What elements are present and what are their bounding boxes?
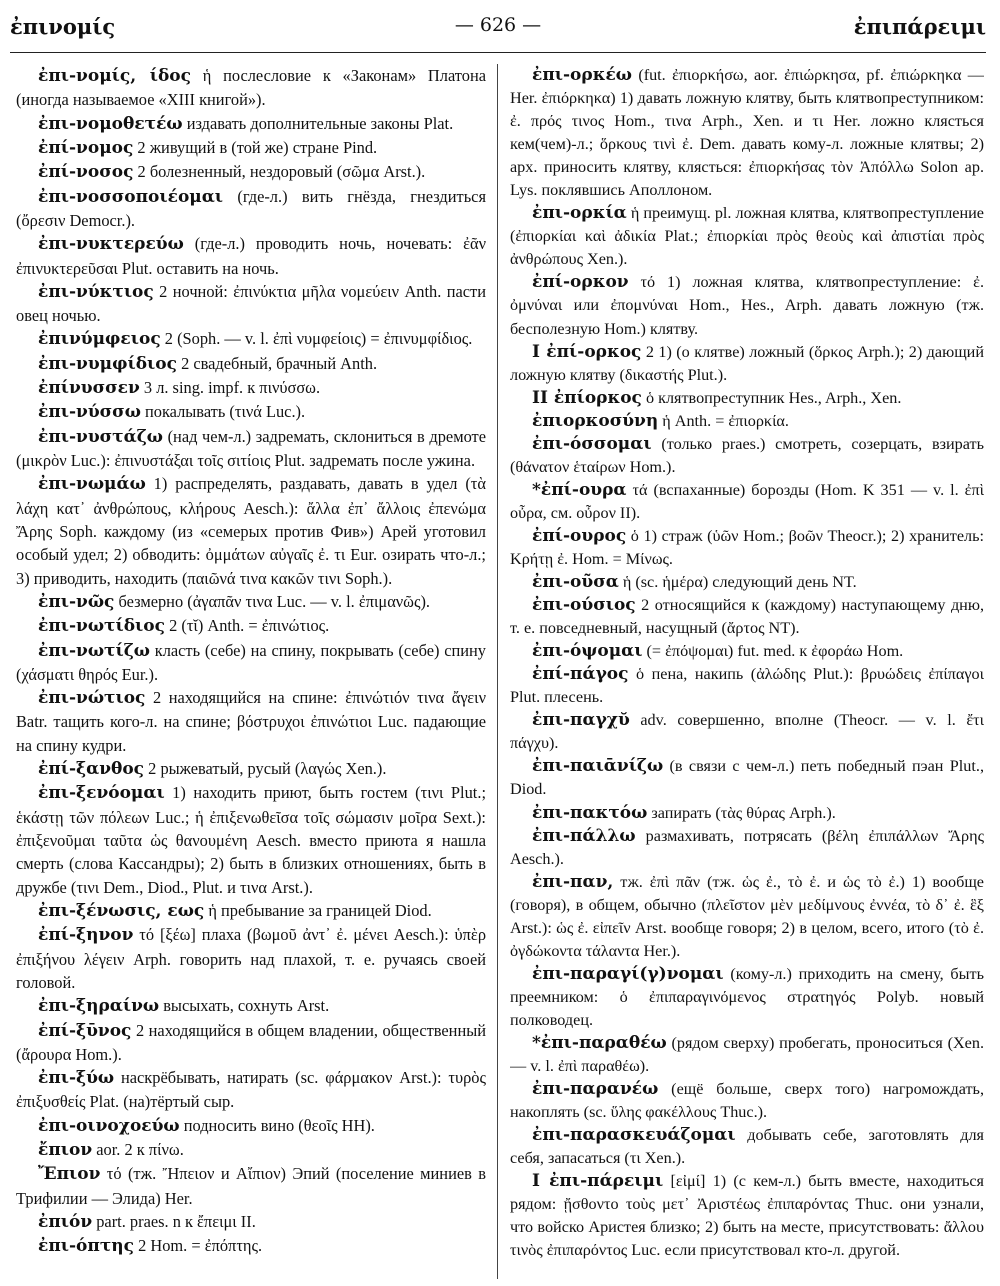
entry-definition: ἡ послесловие к «Законам» Платона (иногда называемое «XIII книгой»).: [16, 66, 486, 110]
entry-definition: 1) распределять, раздавать, давать в удел (τὰ λάχη κατ᾽ ἀνθρώπους, κλήρους Aesch.): ἄλλα ἐπ᾽ ἄλλοις ἐπενώμα Ἄρης Soph. каждому (из «семерых против Фив») Арей уготовил особый удел; 2) обводить: ὀμμάτων αὐγαῖς ἐ. τι Eur. озирать что-л.; 3) приводить, находить (παιῶνά τινα κακῶν τινι Soph.).: [16, 474, 486, 588]
header-rule: [10, 52, 986, 53]
entry-definition: ὁ клятвопреступник Hes., Arph., Xen.: [641, 388, 902, 407]
entry-definition: (над чем-л.) задремать, склониться в дремоте (μικρὸν Luc.): ἐπινυστάξαι τοῖς σιτίοις Plut. задремать после ужина.: [16, 426, 486, 470]
left-column: [16, 64, 486, 1279]
entry-headword: ἐπι-νωμάω: [38, 474, 146, 495]
dictionary-entry: [510, 1170, 984, 1262]
dictionary-entry: [510, 571, 984, 594]
entry-headword: ἐπι-νομίς, ίδος: [38, 66, 191, 86]
right-column: [510, 64, 984, 1279]
dictionary-entry: [510, 525, 984, 571]
dictionary-entry: [510, 202, 984, 271]
dictionary-entry: [16, 923, 486, 994]
dictionary-entry: [510, 271, 984, 340]
dictionary-entry: [510, 1078, 984, 1124]
entry-definition: adv. совершенно, вполне (Theocr. — v. l. ἔτι πάγχυ).: [510, 711, 984, 753]
dictionary-entry: [16, 1210, 486, 1234]
dictionary-entry: [16, 1162, 486, 1210]
dictionary-entry: [16, 781, 486, 899]
entry-definition: (рядом сверху) пробегать, проноситься (Xen. — v. l. ἐπὶ παραθέω).: [510, 1033, 984, 1076]
dictionary-entry: [510, 640, 984, 663]
entry-headword: ἐπι-πάλλω: [532, 825, 636, 846]
dictionary-entry: [16, 425, 486, 473]
header-last-word: ἐπιπάρειμι: [853, 14, 986, 39]
entry-headword: ἐπι-παν,: [532, 871, 614, 892]
entry-headword: ἐπιορκοσύνη: [532, 410, 659, 431]
entry-headword: ἐπι-πακτόω: [532, 802, 648, 823]
entry-definition: 2 (Soph. — v. l. ἐπὶ νυμφείοις) = ἐπινυμφίδιος.: [160, 329, 473, 349]
entry-headword: Ἔπιον: [38, 1164, 101, 1185]
entry-definition: (только praes.) смотреть, созерцать, взирать (θάνατον ἑταίρων Hom.).: [510, 434, 984, 476]
entry-headword: ἐπί-πάγος: [532, 664, 629, 685]
entry-definition: 3 л. sing. impf. к πινύσσω.: [139, 378, 321, 398]
entry-definition: размахивать, потрясать (βέλη ἐπιπάλλων Ἄρης Aesch.).: [510, 826, 984, 868]
page-number: — 626 —: [454, 14, 542, 36]
entry-headword: ἐπι-νώτιος: [38, 688, 146, 709]
entry-definition: 2 (τῐ) Anth. = ἐπινώτιος.: [164, 616, 330, 636]
dictionary-entry: [16, 994, 486, 1018]
dictionary-entry: [510, 410, 984, 433]
dictionary-entry: [16, 472, 486, 590]
dictionary-entry: [510, 594, 984, 640]
entry-headword: ἐπι-παραγί(γ)νομαι: [532, 963, 724, 984]
dictionary-entry: [16, 899, 486, 923]
entry-headword: ἐπί-ορκον: [532, 272, 629, 293]
entry-headword: ἐπι-νῶς: [38, 591, 115, 612]
entry-headword: ἐπι-νύκτιος: [38, 281, 154, 302]
entry-headword: ἐπι-οῦσα: [532, 572, 619, 593]
entry-headword: ἐπι-ορκία: [532, 203, 627, 224]
header-first-word: ἐπινομίς: [10, 14, 116, 39]
entry-definition: запирать (τὰς θύρας Arph.).: [647, 803, 836, 822]
dictionary-entry: [16, 376, 486, 400]
entry-definition: 2 1) (о клятве) ложный (ὅρκος Arph.); 2) дающий ложную клятву (δικαστής Plut.).: [510, 342, 984, 384]
dictionary-entry: [16, 1066, 486, 1114]
entry-definition: наскрёбывать, натирать (sc. φάρμακον Arst.): τυρὸς ἐπιξυσθείς Plat. (на)тёртый сыр.: [16, 1068, 486, 1112]
entry-definition: издавать дополнительные законы Plat.: [182, 113, 454, 133]
entry-definition: безмерно (ἀγαπᾶν τινα Luc. — v. l. ἐπιμανῶς).: [114, 591, 431, 611]
dictionary-entry: [16, 112, 486, 136]
entry-headword: ἐπι-παρασκευάζομαι: [532, 1125, 736, 1146]
entry-definition: (fut. ἐπιορκήσω, aor. ἐπιώρκησα, pf. ἐπιώρκηκα — Her. ἐπιόρκηκα) 1) давать ложную клятву, быть клятвопреступником: ἐ. πρός τινος Hom., τινα Arph., Xen. и τι Her. ложно клясться кем(чем)-л.; ὅρκους τινὶ ἐ. Dem. давать кому-л. ложные клятвы; 2) арх. приносить клятву, клясться: ἐπιορκήσας τὸν Ἀπόλλω Solon ap. Lys. поклявшись Аполлоном.: [510, 66, 984, 200]
entry-definition: 1) находить приют, быть гостем (τινι Plut.; ἑκάστῃ τῶν πόλεων Luc.; ἡ ἐπιξενωθεῖσα τοῖς σώμασιν μοῖρα Sext.): ἐπιξενοῦμαι ταῦτα ὡς θανουμένη Aesch. вместо приюта я нашла смерть (слова Кассандры); 2) быть в близких отношениях, быть в дружбе (τινι Dem., Diod., Plut. и τινα Arst.).: [16, 783, 486, 897]
dictionary-entry: [16, 1234, 486, 1258]
dictionary-entry: [510, 963, 984, 1032]
entry-headword: ἐπι-παρανέω: [532, 1079, 659, 1100]
entry-headword: ἐπι-όπτης: [38, 1236, 134, 1257]
entry-headword: ἐπι-νυστάζω: [38, 426, 163, 447]
entry-headword: ἐπί-ουρος: [532, 525, 627, 546]
entry-definition: τό 1) ложная клятва, клятвопреступление: ἐ. ὀμνύναι или ἐπομνύναι Hom., Hes., Arph. давать ложную (тж. бесполезную Hom.) клятву.: [510, 273, 984, 338]
entry-headword: *ἐπι-παραθέω: [532, 1032, 667, 1053]
entry-definition: part. praes. n к ἔπειμι II.: [92, 1212, 256, 1231]
dictionary-entry: [16, 64, 486, 112]
entry-headword: ἐπι-ξένωσις, εως: [38, 900, 205, 921]
entry-definition: высыхать, сохнуть Arst.: [159, 996, 330, 1016]
dictionary-entry: [510, 709, 984, 755]
entry-headword: ἐπιόν: [38, 1212, 93, 1232]
dictionary-entry: [16, 1138, 486, 1162]
entry-headword: *ἐπί-ουρα: [532, 479, 627, 500]
dictionary-entry: [510, 1032, 984, 1078]
dictionary-entry: [16, 160, 486, 184]
entry-definition: aor. 2 к πίνω.: [92, 1140, 184, 1160]
entry-headword: ἐπί-ξῡνος: [38, 1020, 132, 1041]
entry-headword: ἐπι-ορκέω: [532, 65, 632, 85]
dictionary-entry: [510, 433, 984, 479]
entry-definition: ὁ 1) страж (ὑῶν Hom.; βοῶν Theocr.); 2) хранитель: Κρήτῃ ἐ. Hom. = Μίνως.: [510, 526, 984, 568]
dictionary-entry: [16, 352, 486, 376]
entry-definition: 2 Hom. = ἐπόπτης.: [134, 1236, 263, 1256]
entry-definition: ἡ Anth. = ἐπιορκία.: [658, 411, 789, 430]
entry-definition: подносить вино (θεοῖς HH).: [179, 1115, 375, 1135]
entry-headword: ἐπι-νομοθετέω: [38, 113, 183, 134]
entry-definition: (кому-л.) приходить на смену, быть преемником: ὁ ἐπιπαραγινόμενος στρατηγός Polyb. новый полководец.: [510, 964, 984, 1029]
dictionary-entry: [16, 232, 486, 280]
entry-definition: ὁ пена, накипь (ἀλώδης Plut.): βρυώδεις ἐπίπαγοι Plut. плесень.: [510, 665, 984, 707]
entry-headword: ἐπί-νομος: [38, 137, 134, 158]
entry-headword: ἐπινύμφειος: [38, 329, 161, 350]
entry-definition: τά (вспаханные) борозды (Hom. K 351 — v. l. ἐπὶ οὖρα, см. οὖρον II).: [510, 480, 984, 522]
entry-headword: ἐπι-νυκτερεύω: [38, 234, 184, 255]
dictionary-entry: [510, 802, 984, 825]
entry-headword: ἔπιον: [38, 1140, 93, 1161]
entry-definition: τό (тж. Ἤπειον и Αἴπιον) Эпий (поселение миниев в Трифилии — Элида) Her.: [16, 1164, 486, 1208]
entry-definition: класть (себе) на спину, покрывать (себе) спину (χάσματι θηρός Eur.).: [16, 640, 486, 684]
entry-definition: 2 находящийся на спине: ἐπινώτιόν τινα ἄγειν Batr. тащить кого-л. на спине; βόστρυχοι ἐπινώτιοι Luc. падающие на спину кудри.: [16, 688, 486, 755]
dictionary-entry: [510, 341, 984, 387]
column-divider: [497, 64, 498, 1279]
entry-definition: (где-л.) вить гнёзда, гнездиться (ὄρεσιν Democr.).: [16, 186, 486, 230]
entry-definition: 2 болезненный, нездоровый (σῶμα Arst.).: [133, 162, 426, 182]
dictionary-entry: [16, 185, 486, 233]
entry-definition: 2 живущий в (той же) стране Pind.: [133, 137, 378, 157]
entry-headword: ἐπι-ξενόομαι: [38, 783, 165, 804]
entry-definition: 2 относящийся к (каждому) наступающему дню, т. е. повседневный, насущный (ἄρτος NT).: [510, 596, 984, 638]
entry-headword: ἐπι-νωτίζω: [38, 640, 150, 661]
entry-headword: ἐπι-όψομαι: [532, 641, 643, 662]
entry-headword: ἐπι-νυμφίδιος: [38, 353, 177, 374]
entry-definition: [εἰμί] 1) (с кем-л.) быть вместе, находиться рядом: ᾔσθοντο τοὺς μετ᾽ Ἀριστέως ἐπιπαρόντας Thuc. они узнали, что войско Аристея близко; 2) быть на месте, присутствовать: ἄλλου τινὸς ἐπιπαρόντος Luc. если присутствовал кто-л. другой.: [510, 1172, 984, 1260]
entry-definition: 2 находящийся в общем владении, общественный (ἄρουρα Hom.).: [16, 1020, 486, 1064]
entry-headword: ἐπι-ούσιος: [532, 595, 636, 616]
entry-definition: (в связи с чем-л.) петь победный пэан Plut., Diod.: [510, 757, 984, 799]
dictionary-entry: [16, 757, 486, 781]
dictionary-entry: [16, 280, 486, 328]
entry-definition: τό [ξέω] плаха (βωμοῦ ἀντ᾽ ἐ. μένει Aesch.): ὑπὲρ ἐπιξήνου λέγειν Arph. говорить над плахой, т. е. ручаясь своей головой.: [16, 925, 486, 992]
entry-definition: (= ἐπόψομαι) fut. med. к ἐφοράω Hom.: [642, 642, 904, 661]
dictionary-entry: [16, 639, 486, 687]
dictionary-entry: [16, 1114, 486, 1138]
dictionary-entry: [16, 1019, 486, 1067]
entry-headword: ἐπί-νοσος: [38, 162, 134, 183]
entry-headword: ἐπίνυσσεν: [38, 378, 140, 399]
entry-headword: ἐπί-ξηνον: [38, 925, 134, 946]
page-header: [10, 14, 986, 46]
entry-definition: добывать себе, заготовлять для себя, запасаться (τι Xen.).: [510, 1126, 984, 1168]
dictionary-entry: [510, 479, 984, 525]
entry-definition: ἡ пребывание за границей Diod.: [204, 900, 432, 920]
entry-definition: 2 свадебный, брачный Anth.: [176, 353, 378, 373]
entry-headword: ἐπί-ξανθος: [38, 759, 145, 780]
entry-headword: I ἐπι-πάρειμι: [532, 1171, 664, 1192]
entry-definition: (где-л.) проводить ночь, ночевать: ἐᾶν ἐπινυκτερεῦσαι Plut. оставить на ночь.: [16, 234, 486, 278]
entry-headword: I ἐπί-ορκος: [532, 341, 642, 362]
dictionary-entry: [510, 1124, 984, 1170]
dictionary-entry: [16, 400, 486, 424]
dictionary-entry: [510, 387, 984, 410]
entry-headword: ἐπι-οινοχοεύω: [38, 1115, 180, 1136]
entry-definition: покалывать (τινά Luc.).: [140, 402, 306, 422]
entry-headword: ἐπι-ξύω: [38, 1068, 115, 1089]
entry-definition: ἡ преимущ. pl. ложная клятва, клятвопреступление (ἐπιορκίαι καὶ ἀδικία Plat.; ἐπιορκίαι πρὸς θεοὺς καὶ ἀπιστίαι πρὸς ἀνθρώπους Xen.).: [510, 204, 984, 269]
entry-definition: ἡ (sc. ἡμέρα) следующий день NT.: [618, 573, 857, 592]
dictionary-entry: [510, 64, 984, 202]
dictionary-entry: [16, 590, 486, 614]
entry-headword: ἐπι-νωτίδιος: [38, 616, 165, 637]
dictionary-entry: [510, 825, 984, 871]
entry-headword: II ἐπίορκος: [532, 387, 642, 408]
dictionary-entry: [16, 327, 486, 351]
entry-definition: 2 рыжеватый, русый (λαγώς Xen.).: [144, 759, 387, 779]
entry-headword: ἐπι-όσσομαι: [532, 433, 652, 454]
entry-headword: ἐπι-παιᾱνίζω: [532, 756, 664, 777]
dictionary-entry: [16, 136, 486, 160]
entry-definition: 2 ночной: ἐπινύκτια μῆλα νομεύειν Anth. пасти овец ночью.: [16, 281, 486, 326]
dictionary-entry: [16, 614, 486, 638]
entry-definition: тж. ἐπὶ πᾶν (тж. ὡς ἐ., τὸ ἐ. и ὡς τὸ ἐ.) 1) вообще (говоря), в общем, обычно (πλεῖστον μὲν μεδίμνους ἐννέα, τὸ δ᾽ ἐ. ἓξ Arst.): ὡς ἐ. εἰπεῖν Arst. вообще говоря; 2) в целом, всего, итого (τὸ ἐ. ὀγδώκοντα τάλαντα Her.).: [510, 872, 984, 960]
entry-headword: ἐπι-νοσσοποιέομαι: [38, 186, 224, 207]
entry-headword: ἐπι-ξηραίνω: [38, 996, 160, 1017]
dictionary-entry: [510, 663, 984, 709]
dictionary-entry: [510, 871, 984, 963]
dictionary-entry: [510, 755, 984, 801]
dictionary-entry: [16, 686, 486, 757]
entry-headword: ἐπι-νύσσω: [38, 402, 141, 423]
entry-headword: ἐπι-παγχῠ: [532, 710, 630, 731]
entry-definition: (ещё больше, сверх того) нагромождать, накоплять (sc. ὕλης φακέλλους Thuc.).: [510, 1080, 984, 1122]
